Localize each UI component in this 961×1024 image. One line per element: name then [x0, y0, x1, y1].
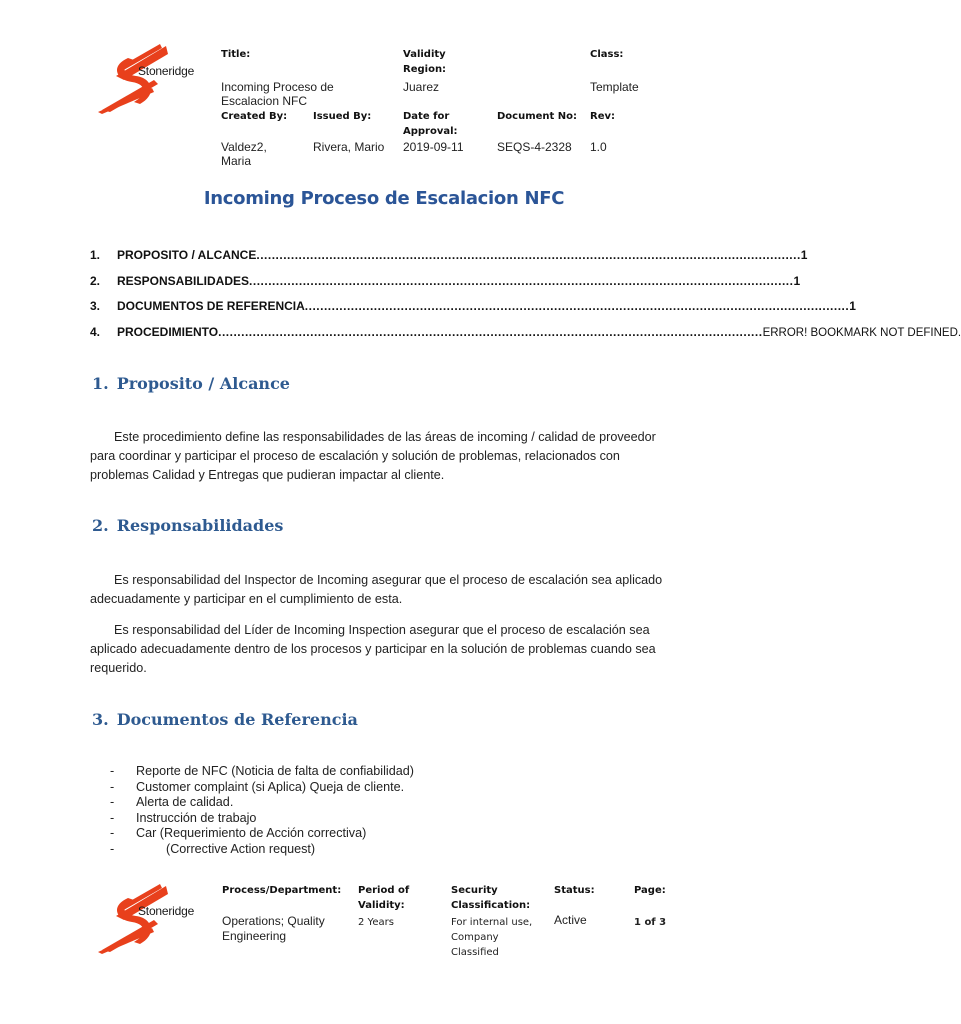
section-title: Documentos de Referencia — [116, 710, 358, 729]
docno-value: SEQS-4-2328 — [497, 140, 572, 154]
list-item-text: Customer complaint (si Aplica) Queja de cliente. — [136, 779, 405, 794]
toc-page: 1 — [849, 299, 856, 313]
section-number: 1. — [92, 374, 109, 393]
toc-entry[interactable] — [90, 273, 801, 300]
validity-label: Validity Region: — [403, 49, 447, 75]
section-heading-responsabilidades — [92, 516, 283, 535]
toc-title: PROPOSITO / ALCANCE — [117, 248, 257, 262]
list-item: - Instrucción de trabajo — [110, 810, 257, 825]
process-value: Operations; Quality Engineering — [222, 914, 325, 943]
list-item: - Reporte de NFC (Noticia de falta de confiabilidad) — [110, 764, 414, 778]
toc-leader: .............................................................................................................................................. — [249, 273, 794, 288]
process-label: Process/Department: — [222, 885, 342, 896]
toc-number: 1. — [90, 248, 101, 262]
title-value: Incoming Proceso de Escalacion NFC — [221, 80, 334, 108]
table-of-contents — [90, 248, 961, 350]
logo-text: Stoneridge — [138, 904, 195, 918]
section-number: 3. — [92, 710, 109, 729]
section-number: 2. — [92, 516, 109, 535]
status-label: Status: — [554, 885, 595, 896]
created-label: Created By: — [221, 111, 288, 122]
toc-leader: .............................................................................................................................................. — [218, 324, 763, 339]
list-item-text: (Corrective Action request) — [166, 841, 316, 856]
logo-text: Stoneridge — [138, 64, 195, 78]
toc-number: 3. — [90, 299, 101, 313]
docno-label: Document No: — [497, 111, 578, 122]
period-value: 2 Years — [358, 917, 394, 928]
paragraph: Es responsabilidad del Líder de Incoming Inspection asegurar que el proceso de escalación sea aplicado adecuadamente dentro de los procesos y participar en la solución de problemas cuando sea requerido. — [90, 623, 656, 675]
class-value: Template — [590, 80, 639, 94]
created-value: Valdez2, Maria — [221, 140, 267, 168]
list-item: - (Corrective Action request) — [110, 841, 316, 856]
rev-value: 1.0 — [590, 140, 607, 154]
list-item-text: Car (Requerimiento de Acción correctiva) — [136, 826, 367, 840]
issued-value: Rivera, Mario — [313, 140, 385, 154]
list-item-text: Reporte de NFC (Noticia de falta de confiabilidad) — [136, 764, 414, 778]
period-label: Period of Validity: — [358, 885, 410, 911]
section-title: Proposito / Alcance — [116, 374, 290, 393]
validity-value: Juarez — [403, 80, 440, 94]
toc-title: DOCUMENTOS DE REFERENCIA — [117, 299, 305, 313]
paragraph: Es responsabilidad del Inspector de Incoming asegurar que el proceso de escalación sea aplicado adecuadamente y participar en el cumplimiento de esta. — [90, 573, 663, 606]
list-item-text: Alerta de calidad. — [136, 795, 234, 809]
toc-title: RESPONSABILIDADES — [117, 273, 250, 288]
stoneridge-logo-icon — [96, 882, 214, 954]
section-heading-proposito — [92, 374, 290, 393]
status-value: Active — [554, 913, 587, 927]
stoneridge-logo-icon — [96, 42, 214, 114]
security-label: Security Classification: — [451, 885, 531, 911]
date-value: 2019-09-11 — [403, 140, 464, 154]
list-item: - Customer complaint (si Aplica) Queja de cliente. — [110, 779, 405, 794]
toc-leader: .............................................................................................................................................. — [304, 299, 850, 313]
toc-entry[interactable] — [90, 299, 856, 325]
class-label: Class: — [590, 49, 624, 60]
paragraph: Este procedimiento define las responsabilidades de las áreas de incoming / calidad de proveedor para coordinar y participar el proceso de escalación y solución de problemas, relacionados con problemas Calidad y Entregas que pudieran impactar al cliente. — [90, 430, 656, 482]
page-value: 1 of 3 — [634, 917, 667, 928]
section-title: Responsabilidades — [116, 516, 284, 535]
list-item: - Alerta de calidad. — [110, 795, 234, 809]
title-label: Title: — [221, 49, 251, 60]
document-title: Incoming Proceso de Escalacion NFC — [203, 188, 565, 209]
toc-page-error: ERROR! BOOKMARK NOT DEFINED. — [762, 326, 961, 339]
reference-list — [110, 764, 670, 857]
section-heading-documentos — [92, 710, 358, 729]
header-logo — [96, 42, 214, 112]
rev-label: Rev: — [590, 111, 615, 122]
toc-page: 1 — [793, 273, 801, 288]
toc-title: PROCEDIMIENTO — [117, 324, 219, 339]
toc-entry[interactable] — [90, 248, 808, 274]
list-item: - Car (Requerimiento de Acción correctiva) — [110, 826, 367, 840]
security-value: For internal use, Company Classified — [451, 917, 533, 958]
toc-number: 4. — [90, 324, 101, 339]
list-item-text: Instrucción de trabajo — [136, 810, 257, 825]
toc-leader: .............................................................................................................................................. — [256, 248, 801, 262]
toc-page: 1 — [800, 248, 808, 262]
issued-label: Issued By: — [313, 111, 372, 122]
page-label: Page: — [634, 885, 666, 896]
date-label: Date for Approval: — [403, 111, 458, 137]
toc-number: 2. — [90, 273, 101, 288]
toc-entry[interactable] — [90, 324, 961, 351]
footer-logo — [96, 882, 214, 952]
